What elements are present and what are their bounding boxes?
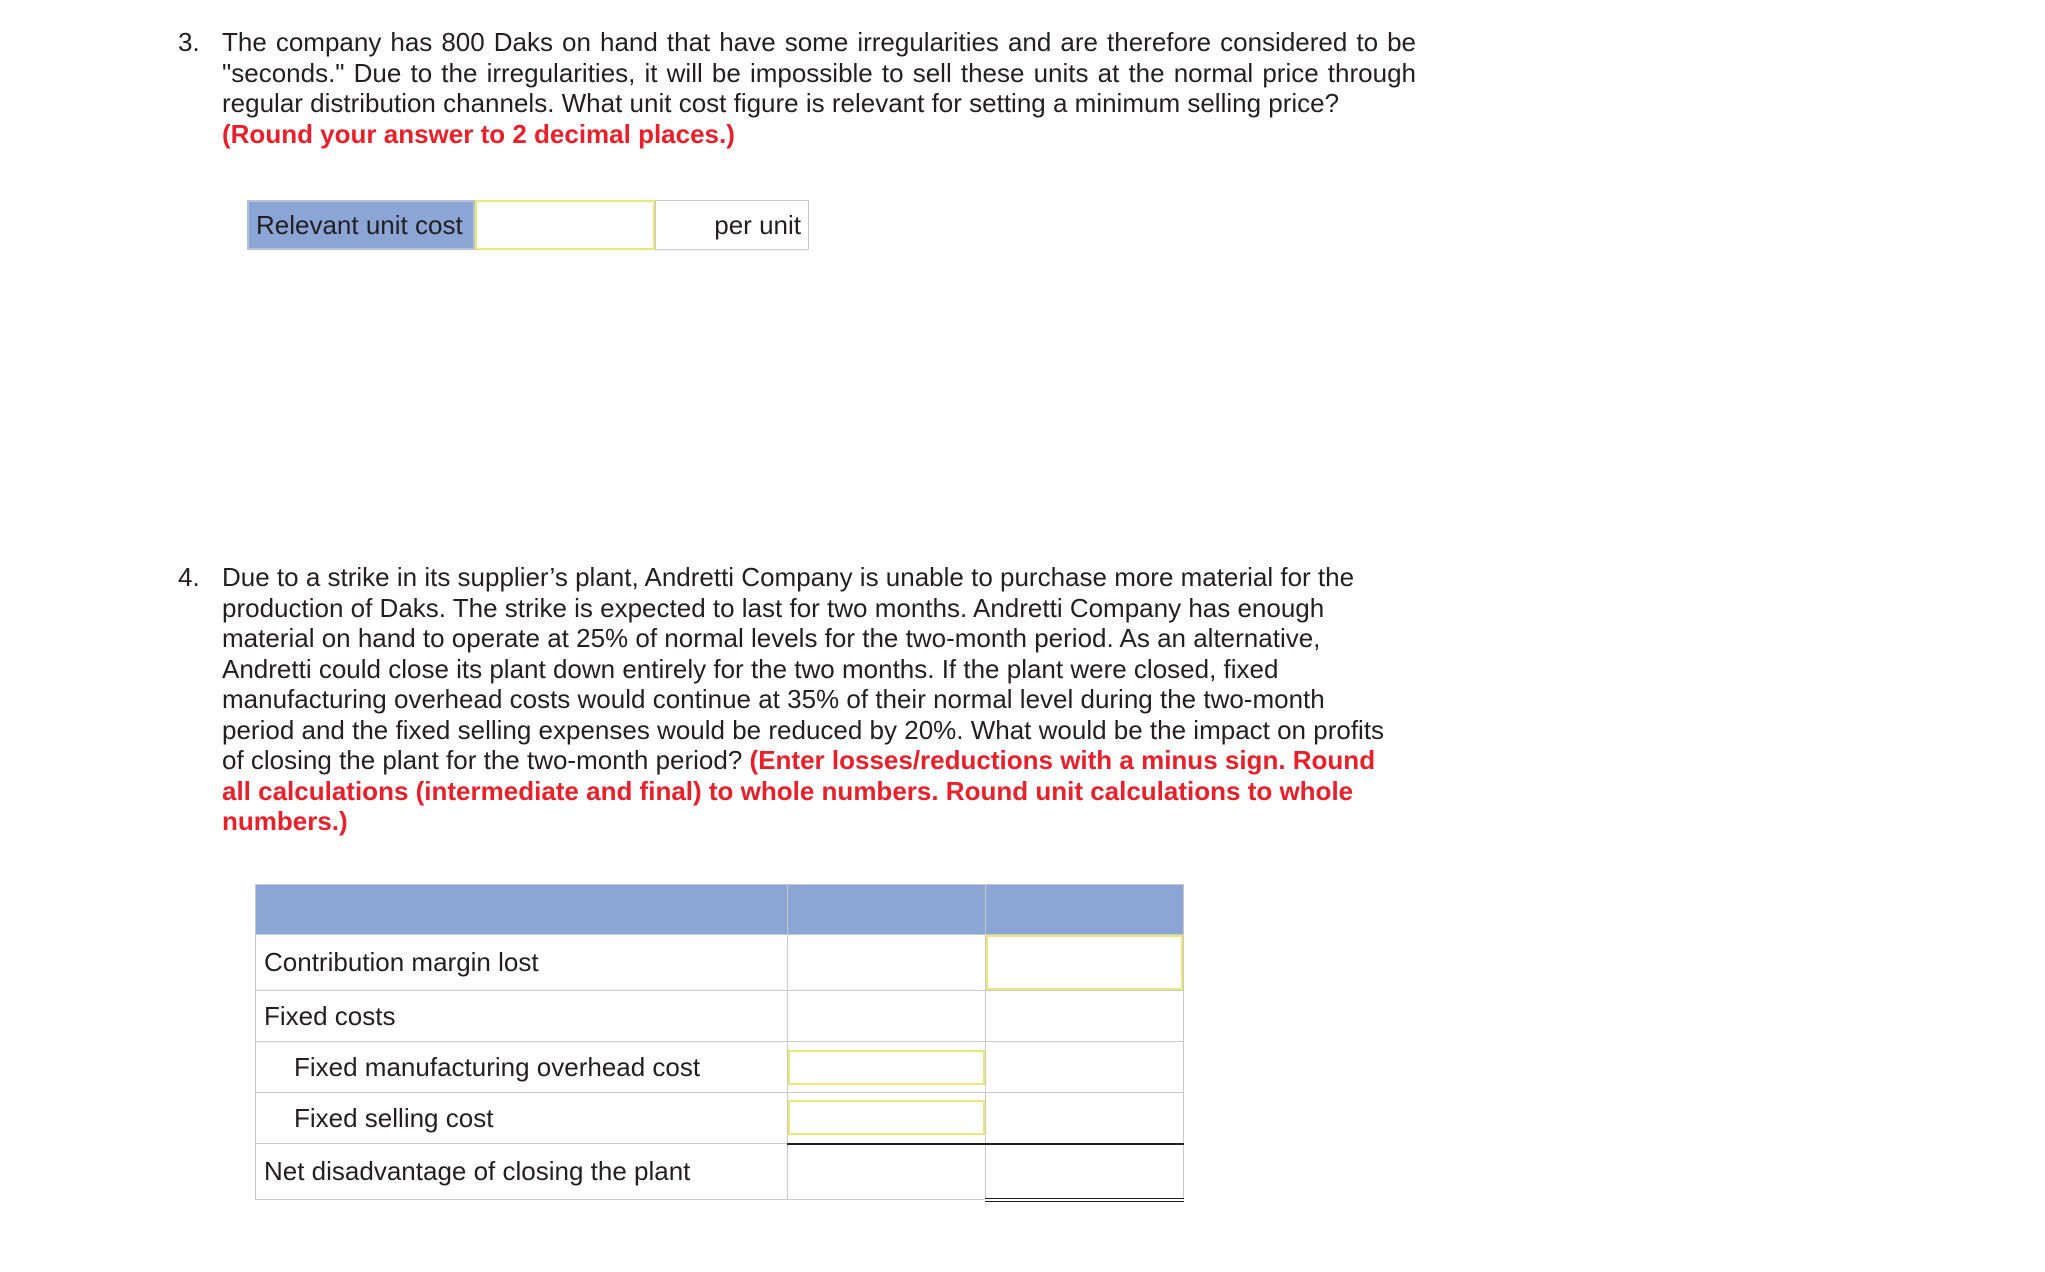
table-row-contribution-margin-lost [256,935,1184,991]
net-disadvantage-label: Net disadvantage of closing the plant [256,1144,788,1200]
contribution-margin-lost-cell-a [788,935,986,991]
table-row-fixed-manufacturing-overhead [256,1042,1184,1093]
question-4-body: Due to a strike in its supplier’s plant, Andretti Company is unable to purchase more material for the production of Daks. The strike is expected to last for two months. Andretti Company has enough material on hand to operate at 25% of normal levels for the two-month period. As an alternative, Andretti could close its plant down entirely for the two months. If the plant were closed, fixed manufacturing overhead costs would continue at 35% of their normal level during the two-month period and the fixed selling expenses would be reduced by 20%. What would be the impact on profits of closing the plant for the two-month period? [222,562,1385,775]
question-4-number: 4. [178,562,200,592]
fixed-selling-cost-cell-b [986,1093,1184,1144]
question-3-number: 3. [178,27,200,57]
question-3-body: The company has 800 Daks on hand that have some irregularities and are therefore considered to be "seconds." Due to the irregularities, it will be impossible to sell these units at the normal price through regular distribution channels. What unit cost figure is relevant for setting a minimum selling price? [222,27,1416,118]
contribution-margin-lost-cell-b [986,935,1184,991]
table-header-cell [986,885,1184,935]
table-header-row [256,885,1184,935]
contribution-margin-lost-label: Contribution margin lost [256,935,788,991]
question-4-instruction: (Enter losses/reductions with a minus sign. Round all calculations (intermediate and final) to whole numbers. Round unit calculations to whole numbers.) [222,745,1376,836]
contribution-margin-lost-input[interactable] [986,935,1183,990]
question-4-text [222,562,1402,837]
closing-plant-table [255,884,1184,1202]
fixed-manufacturing-overhead-label: Fixed manufacturing overhead cost [256,1042,788,1093]
fixed-costs-cell-b [986,991,1184,1042]
relevant-unit-cost-label: Relevant unit cost [247,200,475,250]
question-3-instruction: (Round your answer to 2 decimal places.) [222,118,735,149]
relevant-unit-cost-input[interactable] [475,200,655,250]
question-3-text [222,27,1416,149]
fixed-manufacturing-overhead-input[interactable] [788,1050,985,1085]
table-row-fixed-selling-cost [256,1093,1184,1144]
table-row-fixed-costs [256,991,1184,1042]
table-header-cell [256,885,788,935]
table-row-net-disadvantage [256,1144,1184,1200]
fixed-selling-cost-label: Fixed selling cost [256,1093,788,1144]
fixed-selling-cost-cell-a [788,1093,986,1144]
fixed-selling-cost-input[interactable] [788,1100,985,1135]
net-disadvantage-cell-a [788,1144,986,1200]
per-unit-label: per unit [655,200,809,250]
fixed-costs-cell-a [788,991,986,1042]
net-disadvantage-cell-b [986,1144,1184,1200]
fixed-costs-label: Fixed costs [256,991,788,1042]
relevant-unit-cost-row [247,200,809,250]
table-header-cell [788,885,986,935]
fixed-manufacturing-overhead-cell-b [986,1042,1184,1093]
fixed-manufacturing-overhead-cell-a [788,1042,986,1093]
